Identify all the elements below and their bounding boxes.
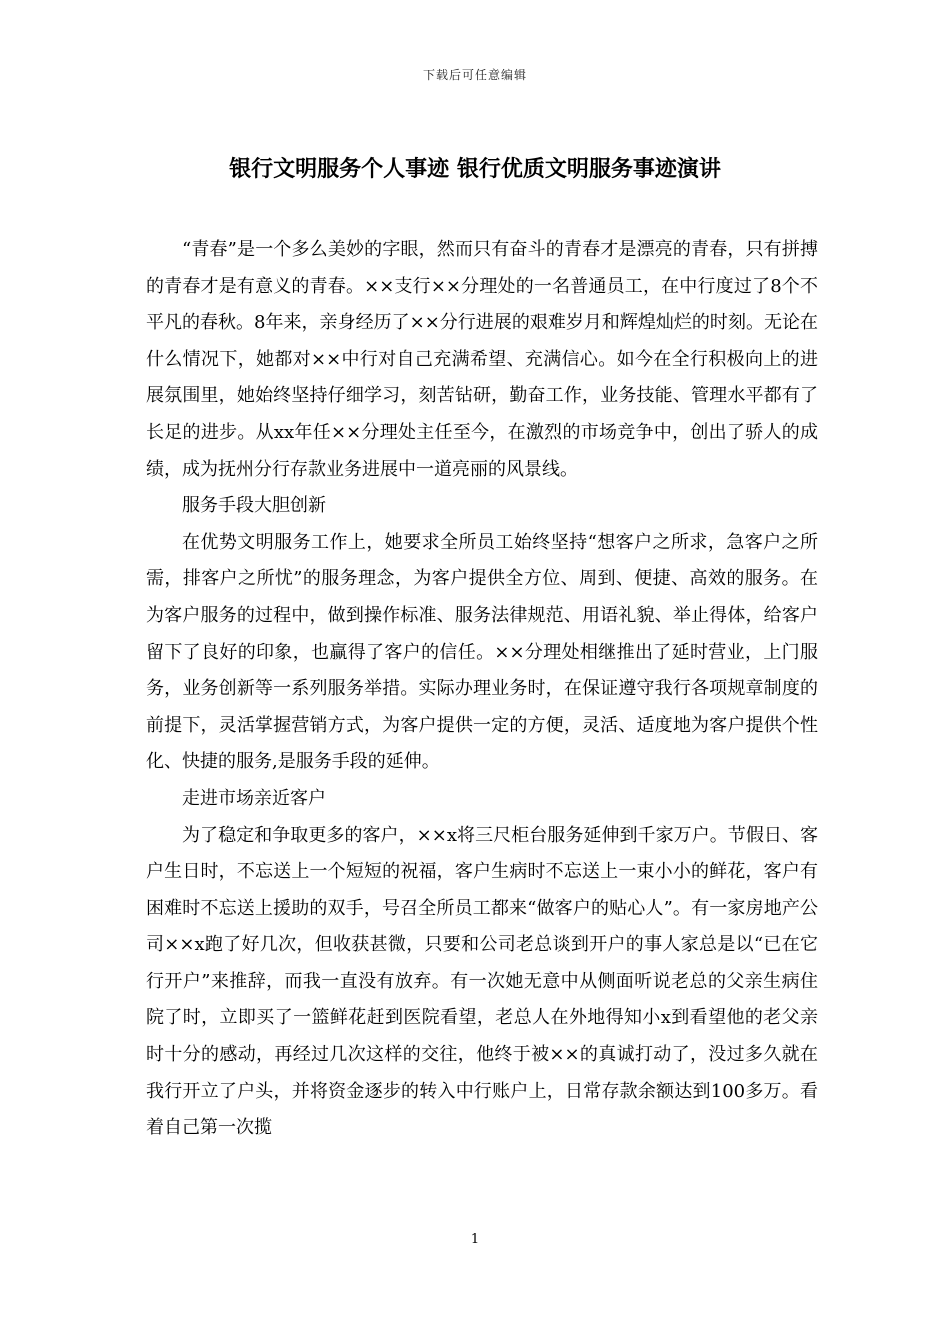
section-heading: 服务手段大胆创新 xyxy=(182,495,326,517)
paragraph: 为了稳定和争取更多的客户，××x将三尺柜台服务延伸到千家万户。节假日、客户生日时，不忘送上一个短短的祝福，客户生病时不忘送上一束小小的鲜花，客户有困难时不忘送上援助的双手，号召全所员工都来“做客户的贴心人”。有一家房地产公司××x跑了好几次，但收获甚微，只要和公司老总谈到开户的事人家总是以“已在它行开户”来推辞，而我一直没有放弃。有一次她无意中从侧面听说老总的父亲生病住院了时，立即买了一篮鲜花赶到医院看望，老总人在外地得知小x到看望他的老父亲时十分的感动，再经过几次这样的交往，他终于被××的真诚打动了，没过多久就在我行开立了户头，并将资金逐步的转入中行账户上，日常存款余额达到100多万。看着自己第一次揽 xyxy=(146,824,818,1139)
document-body xyxy=(146,232,818,1147)
paragraph: 在优势文明服务工作上，她要求全所员工始终坚持“想客户之所求，急客户之所需，排客户之所忧”的服务理念，为客户提供全方位、周到、便捷、高效的服务。在为客户服务的过程中，做到操作标准、服务法律规范、用语礼貌、举止得体，给客户留下了良好的印象，也赢得了客户的信任。××分理处相继推出了延时营业，上门服务，业务创新等一系列服务举措。实际办理业务时，在保证遵守我行各项规章制度的前提下，灵活掌握营销方式，为客户提供一定的方便，灵活、适度地为客户提供个性化、快捷的服务,是服务手段的延伸。 xyxy=(146,531,818,773)
page-number: 1 xyxy=(470,1232,480,1247)
paragraph: “青春”是一个多么美妙的字眼，然而只有奋斗的青春才是漂亮的青春，只有拼搏的青春才是有意义的青春。××支行××分理处的一名普通员工，在中行度过了8个不平凡的春秋。8年来，亲身经历了××分行进展的艰难岁月和辉煌灿烂的时刻。无论在什么情况下，她都对××中行对自己充满希望、充满信心。如今在全行积极向上的进展氛围里，她始终坚持仔细学习，刻苦钻研，勤奋工作，业务技能、管理水平都有了长足的进步。从xx年任××分理处主任至今，在激烈的市场竞争中，创出了骄人的成绩，成为抚州分行存款业务进展中一道亮丽的风景线。 xyxy=(146,239,818,480)
section-heading: 走进市场亲近客户 xyxy=(182,787,326,809)
document-title: 银行文明服务个人事迹 银行优质文明服务事迹演讲 xyxy=(229,157,721,182)
header-note: 下载后可任意编辑 xyxy=(422,68,527,82)
